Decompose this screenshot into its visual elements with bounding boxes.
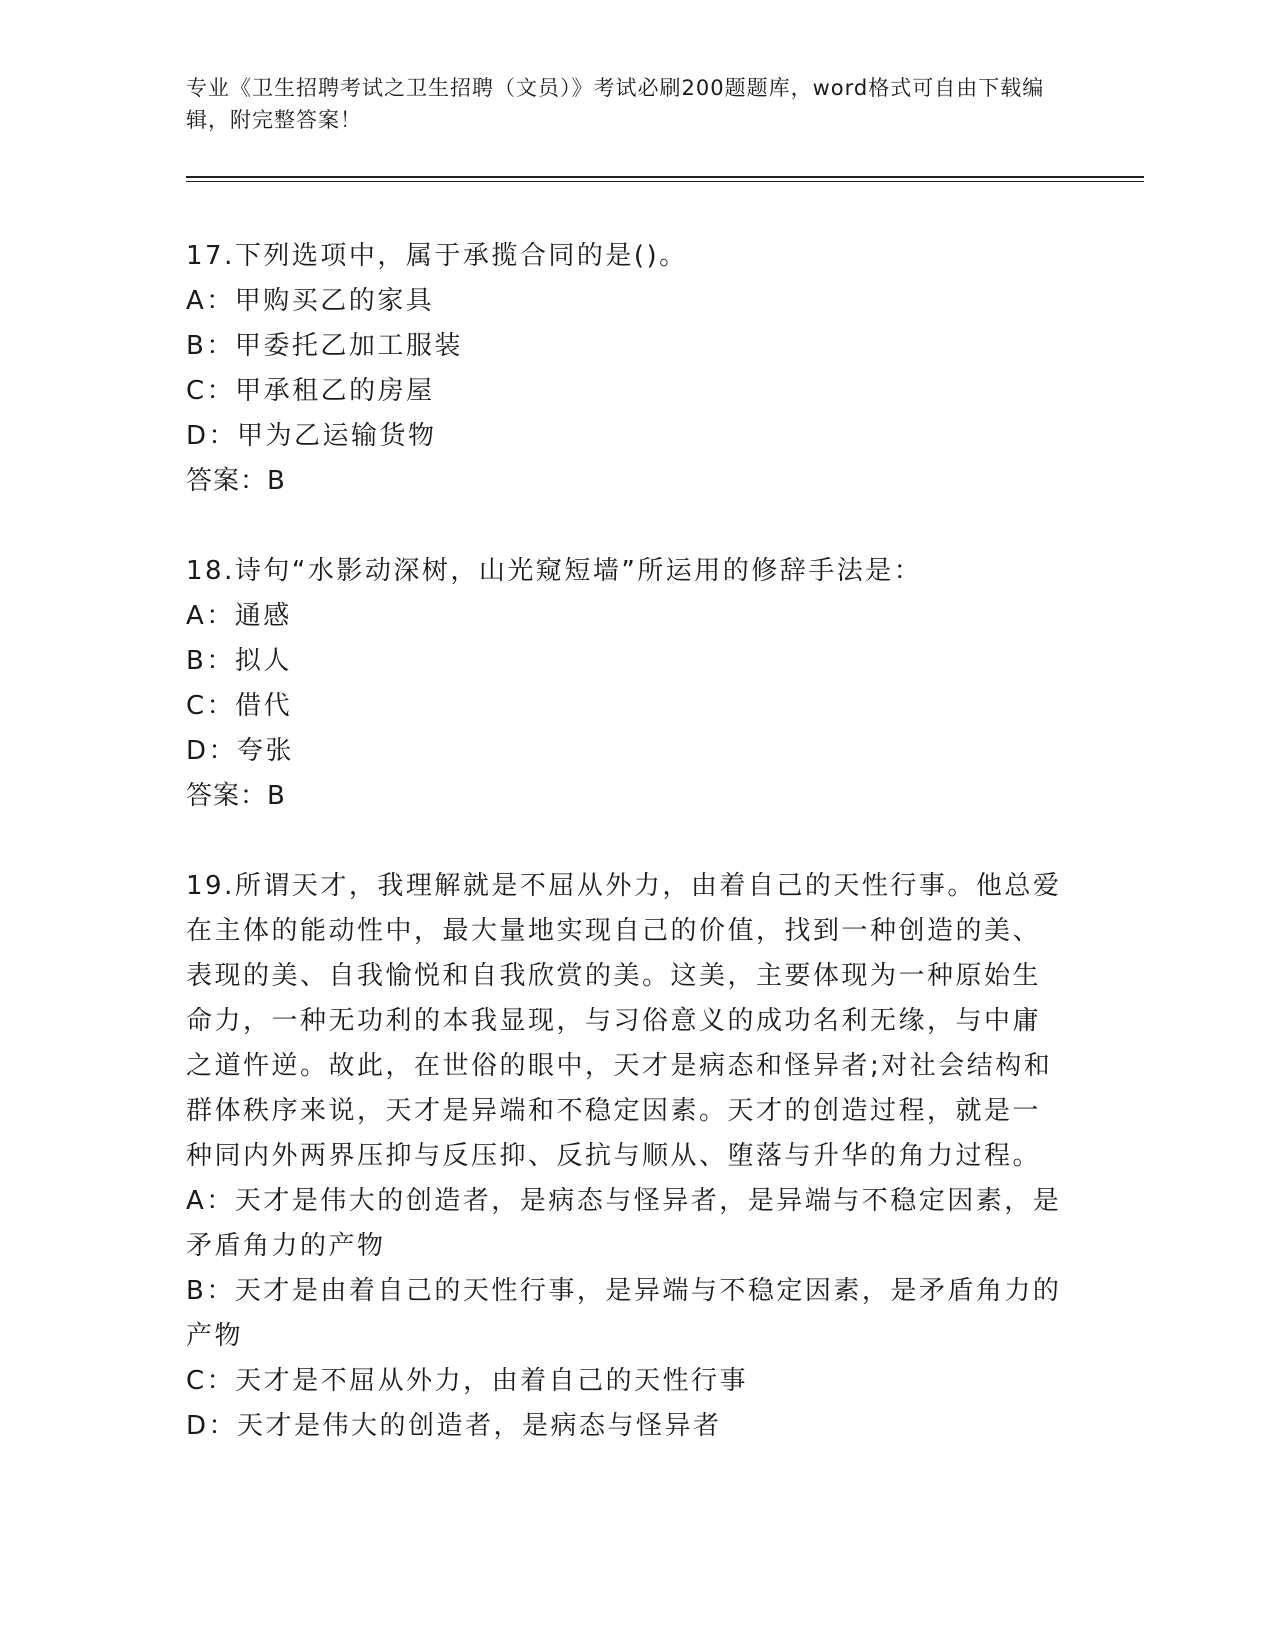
answer-line: 答案：B: [186, 466, 286, 496]
option-a: A：甲购买乙的家具: [186, 286, 435, 316]
question-list: [186, 234, 1066, 1494]
question-stem: 17.下列选项中，属于承揽合同的是()。: [186, 241, 688, 271]
question-18: [186, 549, 1066, 819]
option-b: B：天才是由着自己的天性行事，是异端与不稳定因素，是矛盾角力的产物: [186, 1276, 1062, 1351]
option-d: D：天才是伟大的创造者，是病态与怪异者: [186, 1411, 722, 1441]
header-divider-thick: [186, 176, 1144, 178]
document-page: [186, 0, 1146, 1650]
option-a: A：通感: [186, 601, 292, 631]
header-divider-thin: [186, 181, 1144, 182]
question-stem: 18.诗句“水影动深树，山光窥短墙”所运用的修辞手法是：: [186, 556, 923, 586]
option-d: D：甲为乙运输货物: [186, 421, 437, 451]
option-a: A：天才是伟大的创造者，是病态与怪异者，是异端与不稳定因素，是矛盾角力的产物: [186, 1186, 1062, 1261]
option-d: D：夸张: [186, 736, 295, 766]
document-header: 专业《卫生招聘考试之卫生招聘（文员）》考试必刷200题题库，word格式可自由下载编辑，附完整答案！: [186, 76, 1045, 132]
answer-line: 答案：B: [186, 781, 286, 811]
question-stem: 19.所谓天才，我理解就是不屈从外力，由着自己的天性行事。他总爱在主体的能动性中，最大量地实现自己的价值，找到一种创造的美、表现的美、自我愉悦和自我欣赏的美。这美，主要体现为一种原始生命力，一种无功利的本我显现，与习俗意义的成功名利无缘，与中庸之道忤逆。故此，在世俗的眼中，天才是病态和怪异者;对社会结构和群体秩序来说，天才是异端和不稳定因素。天才的创造过程，就是一种同内外两界压抑与反压抑、反抗与顺从、堕落与升华的角力过程。: [186, 871, 1062, 1171]
option-c: C：甲承租乙的房屋: [186, 376, 435, 406]
question-17: [186, 234, 1066, 504]
question-19: [186, 864, 1066, 1449]
option-b: B：甲委托乙加工服装: [186, 331, 463, 361]
option-b: B：拟人: [186, 646, 292, 676]
option-c: C：天才是不屈从外力，由着自己的天性行事: [186, 1366, 749, 1396]
option-c: C：借代: [186, 691, 293, 721]
